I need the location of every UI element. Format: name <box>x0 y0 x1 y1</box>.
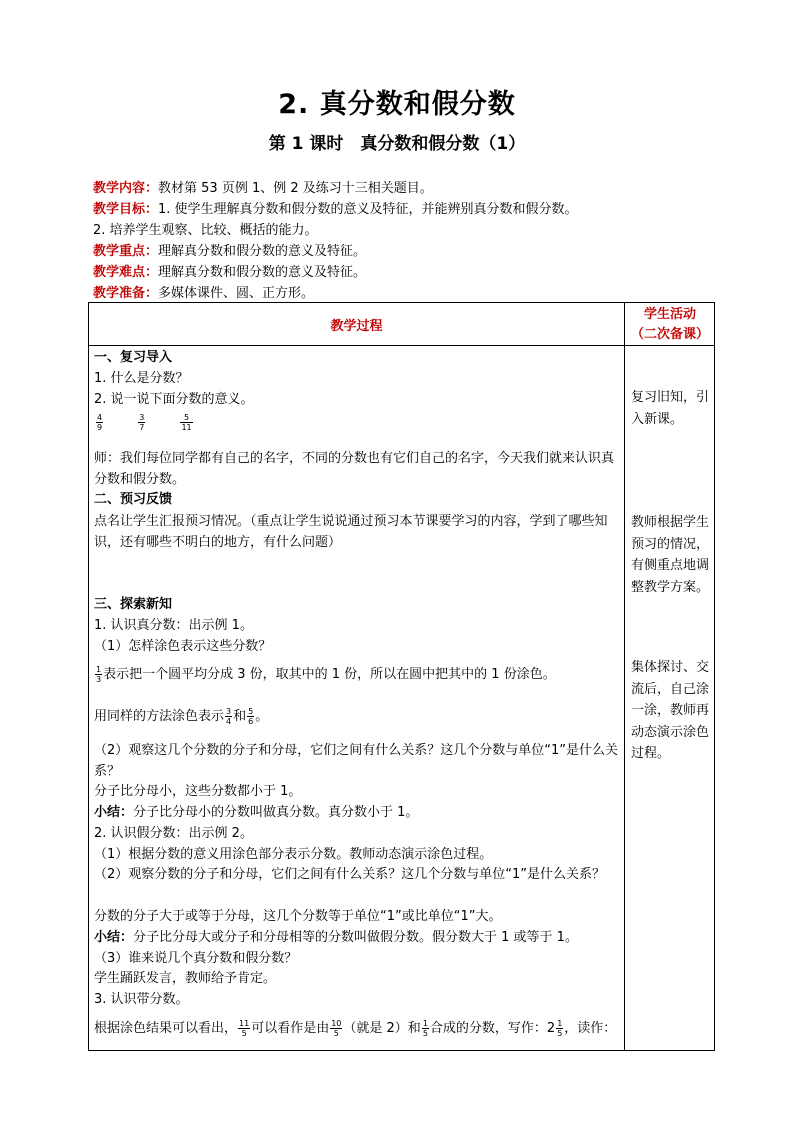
teaching-key <box>93 241 733 262</box>
explore-2-summary: 小结：分子比分母大或分子和分母相等的分数叫做假分数。假分数大于 1 或等于 1。 <box>94 930 578 945</box>
section-explore-title: 三、探索新知 <box>94 597 173 612</box>
header-divider <box>89 345 714 346</box>
fraction-one-fifth: $\frac{1}{5}$ <box>557 1019 563 1038</box>
fraction-eleven-fifths: $\frac{11}{5}$ <box>239 1019 250 1038</box>
review-fractions <box>95 413 621 434</box>
content-text: 教材第 53 页例 1、例 2 及练习十三相关题目。 <box>158 181 433 196</box>
fraction: $\frac{5}{11}$ <box>181 413 192 432</box>
section-review-title: 一、复习导入 <box>94 350 173 365</box>
key-text: 理解真分数和假分数的意义及特征。 <box>158 244 367 259</box>
teacher-intro: 师：我们每位同学都有自己的名字，不同的分数也有它们自己的名字，今天我们就来认识真分数和假分数。 <box>94 451 615 487</box>
teaching-goal <box>93 199 733 220</box>
fraction-one-third: $\frac{1}{3}$ <box>96 665 102 684</box>
fraction-three-quarters: $\frac{3}{4}$ <box>226 707 232 726</box>
teaching-prep <box>93 283 733 304</box>
page-title: 2. 真分数和假分数 <box>278 89 516 120</box>
teaching-difficulty <box>93 262 733 283</box>
lesson-subtitle: 第 1 课时 真分数和假分数（1） <box>268 134 526 154</box>
prep-text: 多媒体课件、圆、正方形。 <box>158 286 315 301</box>
side-activity-preview: 教师根据学生预习的情况，有侧重点地调整教学方案。 <box>631 515 710 595</box>
prep-label: 教学准备： <box>93 286 159 301</box>
fraction: $\frac{3}{7}$ <box>139 413 145 432</box>
content-label: 教学内容： <box>93 181 159 196</box>
header-student-activity <box>625 305 715 345</box>
header-side-line2: （二次备课） <box>630 327 709 342</box>
preview-text: 点名让学生汇报预习情况。（重点让学生说说通过预习本节课要学习的内容，学到了哪些知识，还有哪些不明白的地方，有什么问题） <box>94 514 608 550</box>
goal-text-1: 1. 使学生理解真分数和假分数的意义及特征，并能辨别真分数和假分数。 <box>158 202 578 217</box>
header-side-line1: 学生活动 <box>643 307 696 322</box>
explore-3-text: 根据涂色结果可以看出， $\frac{11}{5}$ 可以看作是由 $\frac{10}{5}$ （就是 2）和 $\frac{1}{5}$ 合成的分数，写作：2 $\frac{1}{5}$ ，读作： <box>94 1019 617 1038</box>
fraction: $\frac{4}{9}$ <box>97 413 103 432</box>
section-preview-title: 二、预习反馈 <box>94 492 173 507</box>
fraction-ten-fifths: $\frac{10}{5}$ <box>331 1019 342 1038</box>
key-label: 教学重点： <box>93 244 159 259</box>
explore-2: 2. 认识假分数：出示例 2。 <box>94 826 253 841</box>
explore-1-q1: （1）怎样涂色表示这些分数？ <box>94 639 272 654</box>
fraction-one-fifth: $\frac{1}{5}$ <box>422 1019 428 1038</box>
explore-1-t2: 用同样的方法涂色表示 $\frac{3}{4}$ 和 $\frac{5}{6}$ 。 <box>94 707 269 726</box>
review-q1: 1. 什么是分数？ <box>94 371 189 386</box>
difficulty-text: 理解真分数和假分数的意义及特征。 <box>158 265 367 280</box>
fraction-five-sixths: $\frac{5}{6}$ <box>248 707 254 726</box>
explore-2-a2: 分数的分子大于或等于分母，这几个分数等于单位“1”或比单位“1”大。 <box>94 909 502 924</box>
explore-3: 3. 认识带分数。 <box>94 992 189 1007</box>
lesson-table <box>88 302 715 1051</box>
review-q2: 2. 说一说下面分数的意义。 <box>94 392 254 407</box>
explore-1-a2: 分子比分母小，这些分数都小于 1。 <box>94 784 302 799</box>
teaching-content <box>93 178 733 199</box>
explore-2-q2: （2）观察分数的分子和分母，它们之间有什么关系？这几个分数与单位“1”是什么关系？ <box>94 867 606 882</box>
difficulty-label: 教学难点： <box>93 265 159 280</box>
explore-2-a3: 学生踊跃发言，教师给予肯定。 <box>94 971 277 986</box>
explore-2-q3: （3）谁来说几个真分数和假分数？ <box>94 951 298 966</box>
explore-1-summary: 小结：分子比分母小的分数叫做真分数。真分数小于 1。 <box>94 805 419 820</box>
explore-1-q2: （2）观察这几个分数的分子和分母，它们之间有什么关系？这几个分数与单位“1”是什么关系？ <box>94 743 619 779</box>
goal-text-2: 2. 培养学生观察、比较、概括的能力。 <box>93 223 318 238</box>
explore-2-q1: （1）根据分数的意义用涂色部分表示分数。教师动态演示涂色过程。 <box>94 847 493 862</box>
goal-label: 教学目标： <box>93 202 159 217</box>
side-activity-review: 复习旧知，引入新课。 <box>631 390 710 427</box>
column-divider <box>624 303 625 1050</box>
header-process: 教学过程 <box>330 319 383 334</box>
side-activity-explore: 集体探讨、交流后，自己涂一涂，教师再动态演示涂色过程。 <box>631 660 710 761</box>
explore-1-t1: $\frac{1}{3}$ 表示把一个圆平均分成 3 份，取其中的 1 份，所以在圆中把其中的 1 份涂色。 <box>96 665 556 684</box>
explore-1: 1. 认识真分数：出示例 1。 <box>94 618 253 633</box>
